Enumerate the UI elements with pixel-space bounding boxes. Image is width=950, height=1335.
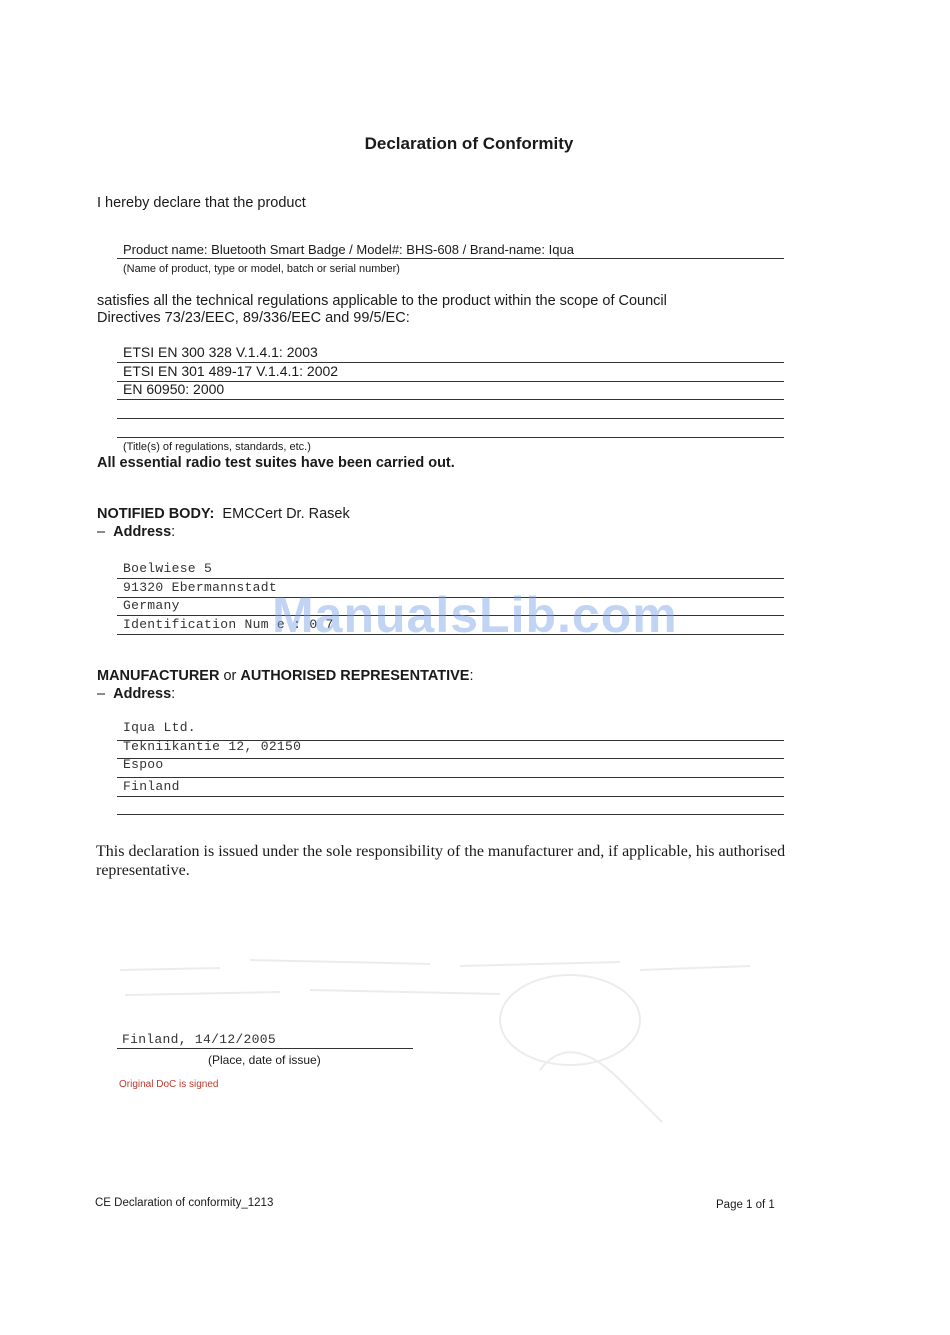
standard-2: ETSI EN 301 489-17 V.1.4.1: 2002 xyxy=(123,363,339,379)
mfr-address-line-3: Espoo xyxy=(123,757,164,772)
footer-page-number: Page 1 of 1 xyxy=(716,1199,775,1211)
place-date-underline xyxy=(117,1048,413,1049)
notified-body-address-label: Address xyxy=(113,524,172,540)
mfr-address-underline-5 xyxy=(117,814,784,815)
manufacturer-heading: MANUFACTURER or AUTHORISED REPRESENTATIVE: xyxy=(97,668,474,684)
nb-address-line-2: 91320 Ebermannstadt xyxy=(123,580,277,595)
satisfies-line-1: satisfies all the technical regulations applicable to the product within the scope of Council xyxy=(97,293,667,309)
standard-line-4 xyxy=(117,418,784,419)
mfr-address-line-1: Iqua Ltd. xyxy=(123,720,196,735)
manufacturer-address-heading: – Address: xyxy=(97,686,176,702)
responsibility-line-1: This declaration is issued under the sole responsibility of the manufacturer and, if applicable, his authorised xyxy=(96,843,786,860)
notified-body-heading: NOTIFIED BODY: EMCCert Dr. Rasek xyxy=(97,506,350,522)
intro-text: I hereby declare that the product xyxy=(97,195,306,211)
nb-address-line-3: Germany xyxy=(123,598,180,613)
notified-body-address-heading: – Address: xyxy=(97,524,176,540)
standard-line-5 xyxy=(117,437,784,438)
standard-1: ETSI EN 300 328 V.1.4.1: 2003 xyxy=(123,344,318,360)
notified-body-label: NOTIFIED BODY xyxy=(97,506,210,522)
product-underline xyxy=(117,258,784,259)
mfr-address-underline-3 xyxy=(117,777,784,778)
mfr-address-line-2: Tekniikantie 12, 02150 xyxy=(123,739,302,754)
manufacturer-or: or xyxy=(223,668,237,684)
manufacturer-address-label: Address xyxy=(113,686,172,702)
mfr-address-underline-4 xyxy=(117,796,784,797)
place-date-caption: (Place, date of issue) xyxy=(208,1053,321,1067)
signed-note: Original DoC is signed xyxy=(119,1079,219,1090)
standard-3: EN 60950: 2000 xyxy=(123,381,225,397)
nb-address-line-4: Identification Num e : 0 7 xyxy=(123,617,334,632)
manufacturer-label: MANUFACTURER xyxy=(97,668,220,684)
responsibility-line-2: representative. xyxy=(96,862,190,879)
place-date-value: Finland, 14/12/2005 xyxy=(122,1032,276,1047)
satisfies-line-2: Directives 73/23/EEC, 89/336/EEC and 99/5/EC: xyxy=(97,310,410,326)
faded-signature-area xyxy=(100,920,760,1140)
nb-address-underline-1 xyxy=(117,578,784,579)
mfr-address-underline-2 xyxy=(117,758,784,759)
standard-line-3 xyxy=(117,399,784,400)
notified-body-name: EMCCert Dr. Rasek xyxy=(222,506,350,522)
footer-doc-id: CE Declaration of conformity_1213 xyxy=(95,1197,274,1209)
mfr-address-line-4: Finland xyxy=(123,779,180,794)
tests-statement: All essential radio test suites have been carried out. xyxy=(97,455,455,471)
standards-caption: (Title(s) of regulations, standards, etc.) xyxy=(123,441,311,453)
nb-address-line-1: Boelwiese 5 xyxy=(123,561,213,576)
product-field: Product name: Bluetooth Smart Badge / Model#: BHS-608 / Brand-name: Iqua xyxy=(123,242,574,257)
watermark: ManualsLib.com xyxy=(272,587,678,643)
authorised-representative-label: AUTHORISED REPRESENTATIVE xyxy=(240,668,470,684)
product-caption: (Name of product, type or model, batch or serial number) xyxy=(123,263,400,275)
document-title: Declaration of Conformity xyxy=(364,134,574,153)
